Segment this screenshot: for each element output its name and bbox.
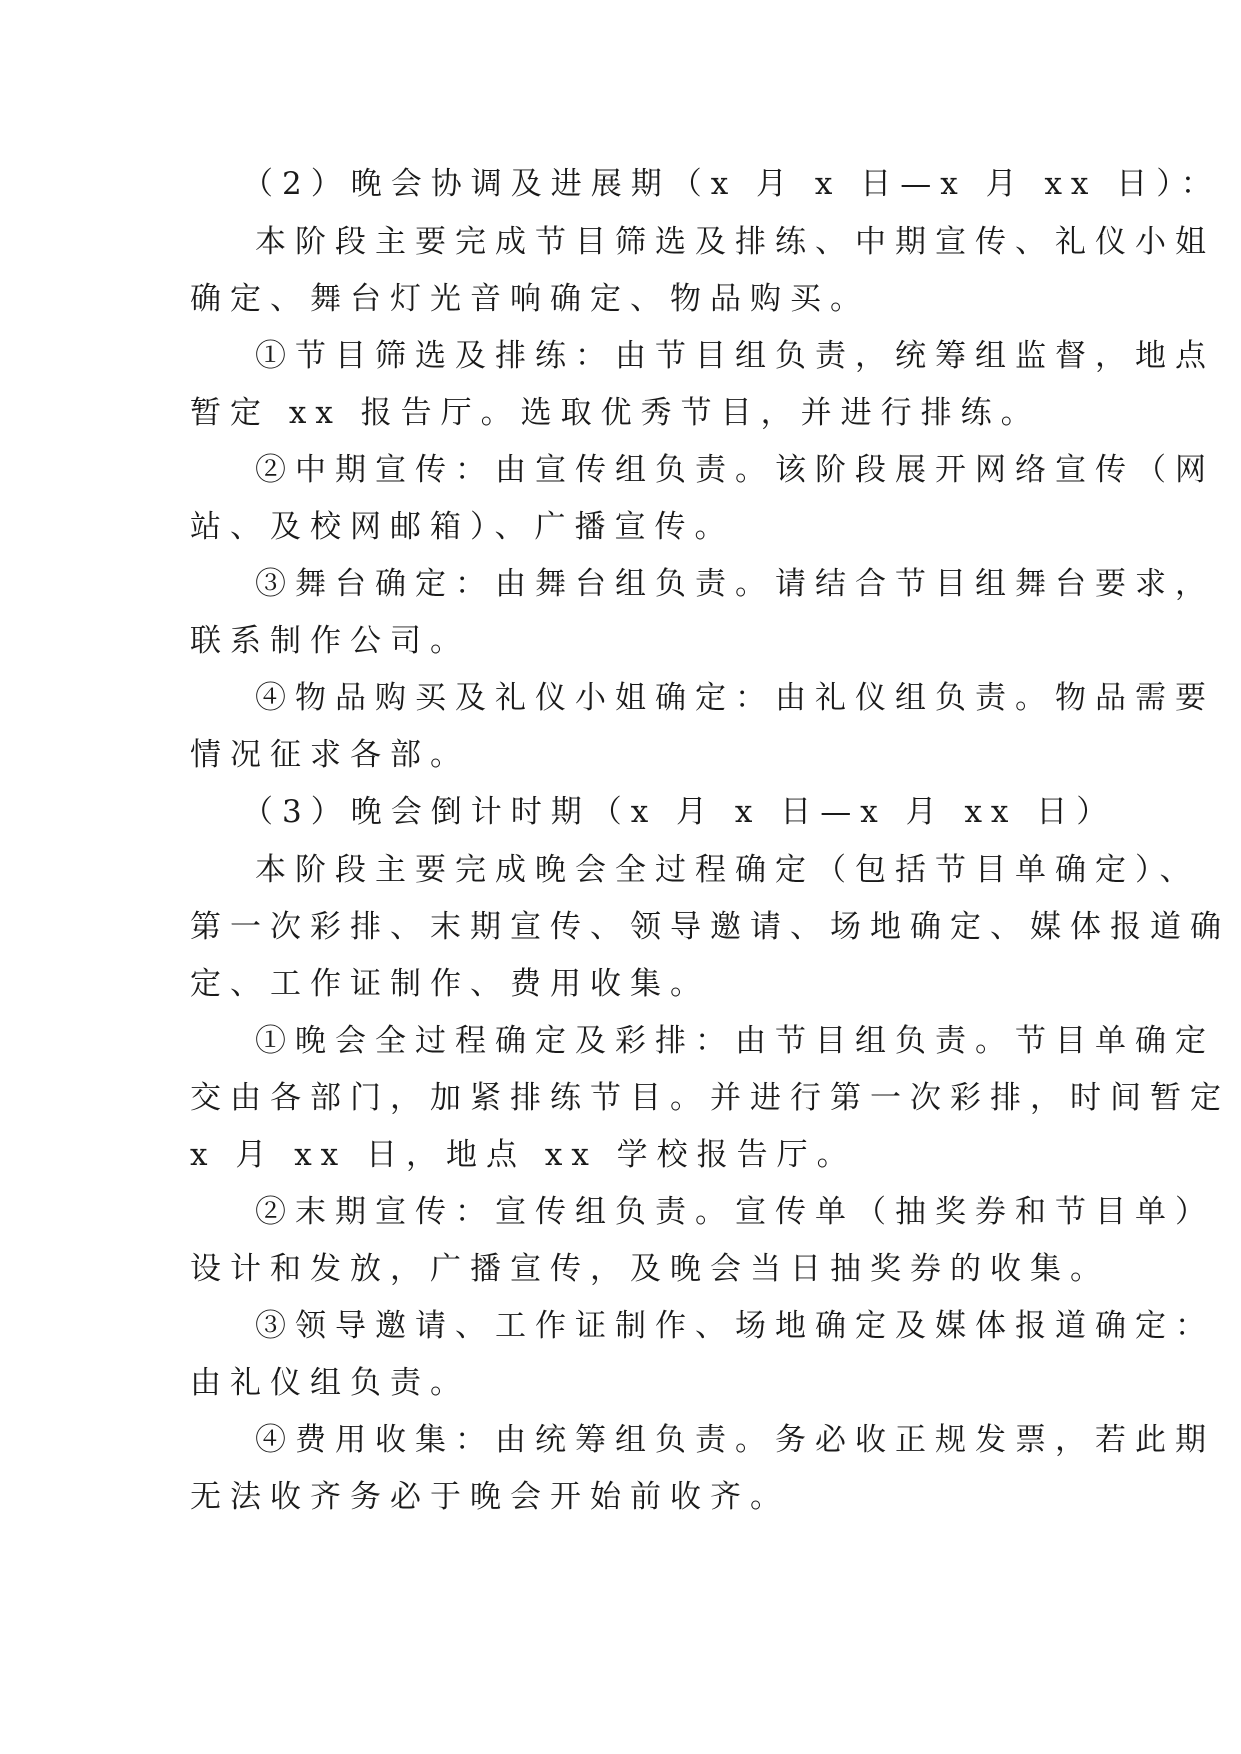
section-heading-2: （2）晚会协调及进展期（x 月 x 日—x 月 xx 日）： xyxy=(242,166,1221,202)
section-heading-3: （3）晚会倒计时期（x 月 x 日—x 月 xx 日） xyxy=(242,794,1117,830)
paragraph-line: 站、及校网邮箱）、广播宣传。 xyxy=(190,509,735,545)
paragraph-line: 本阶段主要完成晚会全过程确定（包括节目单确定）、 xyxy=(255,852,1200,888)
paragraph-line: 定、工作证制作、费用收集。 xyxy=(190,966,710,1002)
paragraph-line: ②末期宣传：宣传组负责。宣传单（抽奖券和节目单） xyxy=(255,1194,1215,1230)
paragraph-line: ①节目筛选及排练：由节目组负责，统筹组监督，地点 xyxy=(255,338,1215,374)
paragraph-line: 情况征求各部。 xyxy=(190,737,470,773)
paragraph-line: 暂定 xx 报告厅。选取优秀节目，并进行排练。 xyxy=(190,395,1041,431)
paragraph-line: ④费用收集：由统筹组负责。务必收正规发票，若此期 xyxy=(255,1422,1215,1458)
paragraph-line: ④物品购买及礼仪小姐确定：由礼仪组负责。物品需要 xyxy=(255,680,1215,716)
paragraph-line: 无法收齐务必于晚会开始前收齐。 xyxy=(190,1479,790,1515)
paragraph-line: 由礼仪组负责。 xyxy=(190,1365,470,1401)
paragraph-line: 确定、舞台灯光音响确定、物品购买。 xyxy=(190,281,870,317)
paragraph-line: ③舞台确定：由舞台组负责。请结合节目组舞台要求， xyxy=(255,566,1215,602)
paragraph-line: ③领导邀请、工作证制作、场地确定及媒体报道确定： xyxy=(255,1308,1215,1344)
paragraph-line: 第一次彩排、末期宣传、领导邀请、场地确定、媒体报道确 xyxy=(190,909,1230,945)
paragraph-line: ②中期宣传：由宣传组负责。该阶段展开网络宣传（网 xyxy=(255,452,1215,488)
paragraph-line: 设计和发放，广播宣传，及晚会当日抽奖券的收集。 xyxy=(190,1251,1110,1287)
paragraph-line: x 月 xx 日，地点 xx 学校报告厅。 xyxy=(190,1137,857,1173)
paragraph-line: ①晚会全过程确定及彩排：由节目组负责。节目单确定 xyxy=(255,1023,1215,1059)
paragraph-line: 交由各部门，加紧排练节目。并进行第一次彩排，时间暂定 xyxy=(190,1080,1230,1116)
paragraph-line: 本阶段主要完成节目筛选及排练、中期宣传、礼仪小姐 xyxy=(255,224,1215,260)
paragraph-line: 联系制作公司。 xyxy=(190,623,470,659)
